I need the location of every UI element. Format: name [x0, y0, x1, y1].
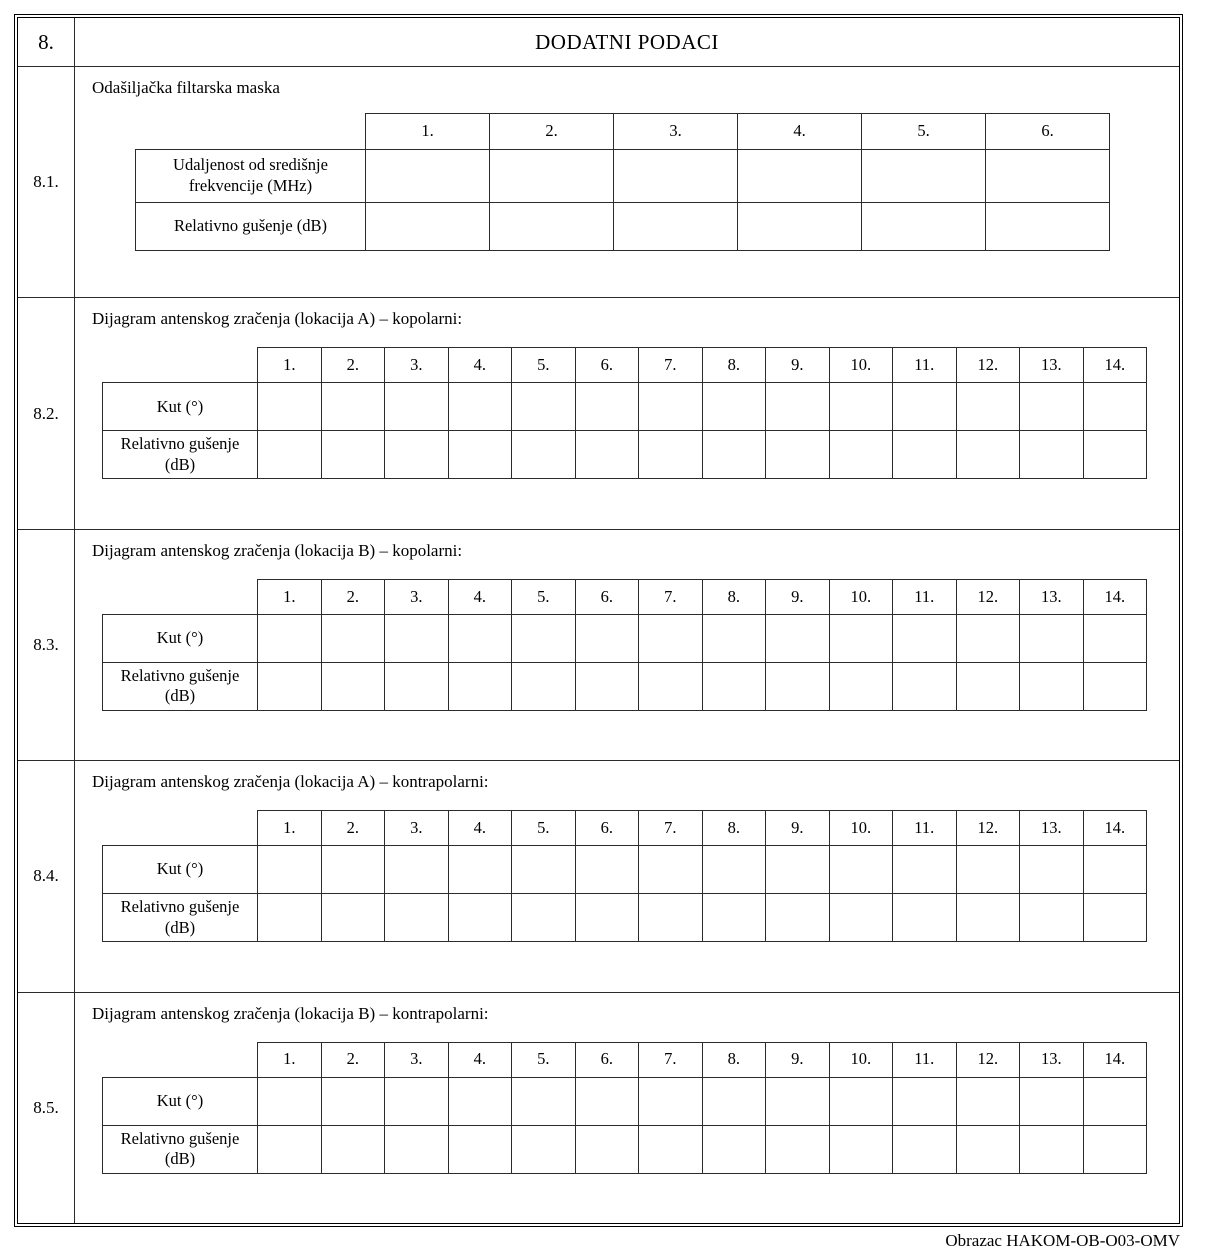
form-section-number: 8.	[18, 18, 75, 66]
data-cell-empty	[512, 383, 576, 431]
column-header: 9.	[766, 579, 830, 614]
column-header: 3.	[614, 114, 738, 150]
column-header: 2.	[321, 348, 385, 383]
data-cell-empty	[702, 662, 766, 710]
section-title: Dijagram antenskog zračenja (lokacija B) – kopolarni:	[92, 540, 463, 560]
column-header: 2.	[321, 1042, 385, 1077]
column-header: 6.	[575, 348, 639, 383]
data-cell-empty	[512, 894, 576, 942]
column-header: 4.	[448, 811, 512, 846]
table-header-row	[103, 1042, 1147, 1077]
column-header: 10.	[829, 1042, 893, 1077]
column-header: 5.	[512, 348, 576, 383]
column-header: 7.	[639, 348, 703, 383]
data-cell-empty	[1020, 1125, 1084, 1173]
section-number: 8.1.	[18, 67, 75, 297]
data-cell-empty	[448, 1077, 512, 1125]
table-corner-blank	[103, 811, 258, 846]
table-header-row	[103, 811, 1147, 846]
section-content	[75, 67, 1179, 297]
column-header: 11.	[893, 811, 957, 846]
data-cell-empty	[512, 1077, 576, 1125]
row-label: Kut (°)	[103, 846, 258, 894]
data-cell-empty	[986, 203, 1110, 251]
radiation-table-location-a-contrapolar	[102, 810, 1147, 942]
row-label: Relativno gušenje (dB)	[103, 431, 258, 479]
data-cell-empty	[258, 1125, 322, 1173]
column-header: 10.	[829, 579, 893, 614]
data-cell-empty	[829, 431, 893, 479]
data-cell-empty	[862, 150, 986, 203]
column-header: 14.	[1083, 1042, 1147, 1077]
data-cell-empty	[639, 846, 703, 894]
column-header: 4.	[738, 114, 862, 150]
data-cell-empty	[385, 1077, 449, 1125]
section-content	[75, 993, 1179, 1223]
data-cell-empty	[490, 150, 614, 203]
data-cell-empty	[575, 614, 639, 662]
column-header: 14.	[1083, 811, 1147, 846]
data-cell-empty	[321, 662, 385, 710]
column-header: 1.	[258, 348, 322, 383]
column-header: 8.	[702, 579, 766, 614]
data-cell-empty	[575, 1125, 639, 1173]
row-label: Relativno gušenje (dB)	[136, 203, 366, 251]
data-cell-empty	[321, 614, 385, 662]
data-cell-empty	[893, 1125, 957, 1173]
column-header: 4.	[448, 1042, 512, 1077]
section-number: 8.4.	[18, 761, 75, 991]
data-cell-empty	[512, 614, 576, 662]
data-cell-empty	[986, 150, 1110, 203]
data-cell-empty	[512, 1125, 576, 1173]
data-cell-empty	[1083, 1077, 1147, 1125]
column-header: 3.	[385, 1042, 449, 1077]
column-header: 2.	[490, 114, 614, 150]
column-header: 13.	[1020, 579, 1084, 614]
column-header: 9.	[766, 811, 830, 846]
data-cell-empty	[829, 846, 893, 894]
column-header: 1.	[258, 811, 322, 846]
data-cell-empty	[385, 431, 449, 479]
data-cell-empty	[893, 383, 957, 431]
data-cell-empty	[575, 894, 639, 942]
data-cell-empty	[956, 431, 1020, 479]
data-cell-empty	[575, 431, 639, 479]
column-header: 9.	[766, 1042, 830, 1077]
column-header: 3.	[385, 579, 449, 614]
data-cell-empty	[258, 383, 322, 431]
table-row	[103, 894, 1147, 942]
column-header: 6.	[575, 1042, 639, 1077]
data-cell-empty	[1083, 662, 1147, 710]
data-cell-empty	[766, 846, 830, 894]
table-row	[136, 203, 1110, 251]
data-cell-empty	[1083, 431, 1147, 479]
section-title: Dijagram antenskog zračenja (lokacija A) – kopolarni:	[92, 309, 463, 329]
data-cell-empty	[512, 431, 576, 479]
data-cell-empty	[639, 431, 703, 479]
column-header: 7.	[639, 579, 703, 614]
column-header: 7.	[639, 811, 703, 846]
data-cell-empty	[490, 203, 614, 251]
section-content	[75, 761, 1179, 991]
data-cell-empty	[258, 431, 322, 479]
data-cell-empty	[575, 846, 639, 894]
data-cell-empty	[893, 431, 957, 479]
data-cell-empty	[448, 1125, 512, 1173]
data-cell-empty	[385, 894, 449, 942]
data-cell-empty	[639, 614, 703, 662]
data-cell-empty	[956, 1125, 1020, 1173]
section-number: 8.3.	[18, 530, 75, 760]
radiation-table-location-b-contrapolar	[102, 1042, 1147, 1174]
column-header: 2.	[321, 811, 385, 846]
data-cell-empty	[766, 1125, 830, 1173]
data-cell-empty	[258, 614, 322, 662]
data-cell-empty	[385, 846, 449, 894]
table-header-row	[103, 348, 1147, 383]
data-cell-empty	[893, 662, 957, 710]
data-cell-empty	[575, 383, 639, 431]
table-corner-blank	[103, 1042, 258, 1077]
column-header: 14.	[1083, 348, 1147, 383]
data-cell-empty	[321, 894, 385, 942]
data-cell-empty	[829, 662, 893, 710]
data-cell-empty	[1020, 846, 1084, 894]
data-cell-empty	[1083, 846, 1147, 894]
section-title: Dijagram antenskog zračenja (lokacija A) – kontrapolarni:	[92, 772, 489, 792]
data-cell-empty	[448, 662, 512, 710]
data-cell-empty	[766, 614, 830, 662]
table-corner-blank	[136, 114, 366, 150]
data-cell-empty	[1020, 1077, 1084, 1125]
column-header: 6.	[575, 579, 639, 614]
column-header: 1.	[258, 579, 322, 614]
table-header-row	[103, 579, 1147, 614]
section-number: 8.2.	[18, 298, 75, 528]
data-cell-empty	[829, 1125, 893, 1173]
section-8-4	[18, 760, 1179, 991]
section-title: Dijagram antenskog zračenja (lokacija B) – kontrapolarni:	[92, 1003, 489, 1023]
column-header: 4.	[448, 579, 512, 614]
data-cell-empty	[575, 1077, 639, 1125]
data-cell-empty	[766, 662, 830, 710]
column-header: 6.	[986, 114, 1110, 150]
data-cell-empty	[321, 846, 385, 894]
data-cell-empty	[893, 614, 957, 662]
column-header: 1.	[366, 114, 490, 150]
column-header: 3.	[385, 811, 449, 846]
data-cell-empty	[893, 1077, 957, 1125]
data-cell-empty	[575, 662, 639, 710]
data-cell-empty	[639, 662, 703, 710]
table-row	[103, 614, 1147, 662]
column-header: 8.	[702, 348, 766, 383]
data-cell-empty	[738, 203, 862, 251]
section-8-5	[18, 992, 1179, 1223]
section-8-2	[18, 297, 1179, 528]
column-header: 10.	[829, 811, 893, 846]
data-cell-empty	[1083, 894, 1147, 942]
data-cell-empty	[893, 894, 957, 942]
data-cell-empty	[1020, 894, 1084, 942]
table-row	[103, 383, 1147, 431]
data-cell-empty	[258, 662, 322, 710]
data-cell-empty	[862, 203, 986, 251]
data-cell-empty	[956, 894, 1020, 942]
table-row	[103, 1077, 1147, 1125]
form-frame	[14, 14, 1183, 1227]
data-cell-empty	[702, 431, 766, 479]
table-row	[103, 662, 1147, 710]
column-header: 11.	[893, 348, 957, 383]
data-cell-empty	[702, 383, 766, 431]
data-cell-empty	[956, 383, 1020, 431]
column-header: 5.	[512, 1042, 576, 1077]
section-number: 8.5.	[18, 993, 75, 1223]
data-cell-empty	[448, 431, 512, 479]
column-header: 7.	[639, 1042, 703, 1077]
data-cell-empty	[448, 383, 512, 431]
column-header: 4.	[448, 348, 512, 383]
column-header: 9.	[766, 348, 830, 383]
data-cell-empty	[702, 614, 766, 662]
data-cell-empty	[1020, 431, 1084, 479]
data-cell-empty	[766, 894, 830, 942]
row-label: Kut (°)	[103, 1077, 258, 1125]
column-header: 12.	[956, 579, 1020, 614]
section-content	[75, 530, 1179, 760]
data-cell-empty	[1020, 614, 1084, 662]
data-cell-empty	[956, 846, 1020, 894]
table-header-row	[136, 114, 1110, 150]
column-header: 8.	[702, 1042, 766, 1077]
data-cell-empty	[258, 1077, 322, 1125]
filter-mask-table	[135, 113, 1110, 251]
column-header: 5.	[862, 114, 986, 150]
data-cell-empty	[829, 383, 893, 431]
data-cell-empty	[829, 614, 893, 662]
data-cell-empty	[448, 846, 512, 894]
column-header: 5.	[512, 579, 576, 614]
form-title: DODATNI PODACI	[535, 29, 719, 54]
column-header: 14.	[1083, 579, 1147, 614]
column-header: 1.	[258, 1042, 322, 1077]
column-header: 12.	[956, 1042, 1020, 1077]
row-label: Relativno gušenje (dB)	[103, 662, 258, 710]
column-header: 5.	[512, 811, 576, 846]
data-cell-empty	[702, 1125, 766, 1173]
section-content	[75, 298, 1179, 528]
table-row	[103, 846, 1147, 894]
data-cell-empty	[258, 846, 322, 894]
table-corner-blank	[103, 579, 258, 614]
data-cell-empty	[829, 1077, 893, 1125]
column-header: 6.	[575, 811, 639, 846]
data-cell-empty	[321, 431, 385, 479]
row-label: Relativno gušenje (dB)	[103, 894, 258, 942]
data-cell-empty	[1083, 1125, 1147, 1173]
data-cell-empty	[448, 894, 512, 942]
data-cell-empty	[258, 894, 322, 942]
radiation-table-location-b-copolar	[102, 579, 1147, 711]
data-cell-empty	[738, 150, 862, 203]
data-cell-empty	[639, 383, 703, 431]
data-cell-empty	[321, 1125, 385, 1173]
row-label: Relativno gušenje (dB)	[103, 1125, 258, 1173]
table-corner-blank	[103, 348, 258, 383]
column-header: 13.	[1020, 348, 1084, 383]
column-header: 13.	[1020, 1042, 1084, 1077]
data-cell-empty	[1083, 614, 1147, 662]
row-label: Kut (°)	[103, 383, 258, 431]
section-8-3	[18, 529, 1179, 760]
data-cell-empty	[321, 1077, 385, 1125]
column-header: 11.	[893, 1042, 957, 1077]
data-cell-empty	[956, 1077, 1020, 1125]
radiation-table-location-a-copolar	[102, 347, 1147, 479]
data-cell-empty	[639, 1125, 703, 1173]
data-cell-empty	[639, 894, 703, 942]
data-cell-empty	[321, 383, 385, 431]
column-header: 8.	[702, 811, 766, 846]
data-cell-empty	[766, 431, 830, 479]
data-cell-empty	[366, 150, 490, 203]
data-cell-empty	[702, 894, 766, 942]
column-header: 12.	[956, 348, 1020, 383]
form-id-footer: Obrazac HAKOM-OB-O03-OMV	[945, 1231, 1180, 1250]
form-header-row	[18, 18, 1179, 66]
column-header: 3.	[385, 348, 449, 383]
data-cell-empty	[766, 383, 830, 431]
data-cell-empty	[448, 614, 512, 662]
data-cell-empty	[614, 150, 738, 203]
section-8-1	[18, 66, 1179, 297]
data-cell-empty	[956, 614, 1020, 662]
column-header: 13.	[1020, 811, 1084, 846]
row-label: Kut (°)	[103, 614, 258, 662]
column-header: 2.	[321, 579, 385, 614]
data-cell-empty	[639, 1077, 703, 1125]
data-cell-empty	[385, 614, 449, 662]
row-label: Udaljenost od središnje frekvencije (MHz)	[136, 150, 366, 203]
data-cell-empty	[766, 1077, 830, 1125]
data-cell-empty	[614, 203, 738, 251]
data-cell-empty	[1020, 383, 1084, 431]
data-cell-empty	[512, 662, 576, 710]
table-row	[136, 150, 1110, 203]
column-header: 10.	[829, 348, 893, 383]
table-row	[103, 1125, 1147, 1173]
data-cell-empty	[385, 662, 449, 710]
data-cell-empty	[702, 846, 766, 894]
column-header: 12.	[956, 811, 1020, 846]
data-cell-empty	[366, 203, 490, 251]
data-cell-empty	[385, 383, 449, 431]
data-cell-empty	[1083, 383, 1147, 431]
table-row	[103, 431, 1147, 479]
data-cell-empty	[385, 1125, 449, 1173]
section-title: Odašiljačka filtarska maska	[92, 78, 280, 97]
column-header: 11.	[893, 579, 957, 614]
data-cell-empty	[512, 846, 576, 894]
data-cell-empty	[893, 846, 957, 894]
data-cell-empty	[1020, 662, 1084, 710]
data-cell-empty	[829, 894, 893, 942]
data-cell-empty	[956, 662, 1020, 710]
data-cell-empty	[702, 1077, 766, 1125]
